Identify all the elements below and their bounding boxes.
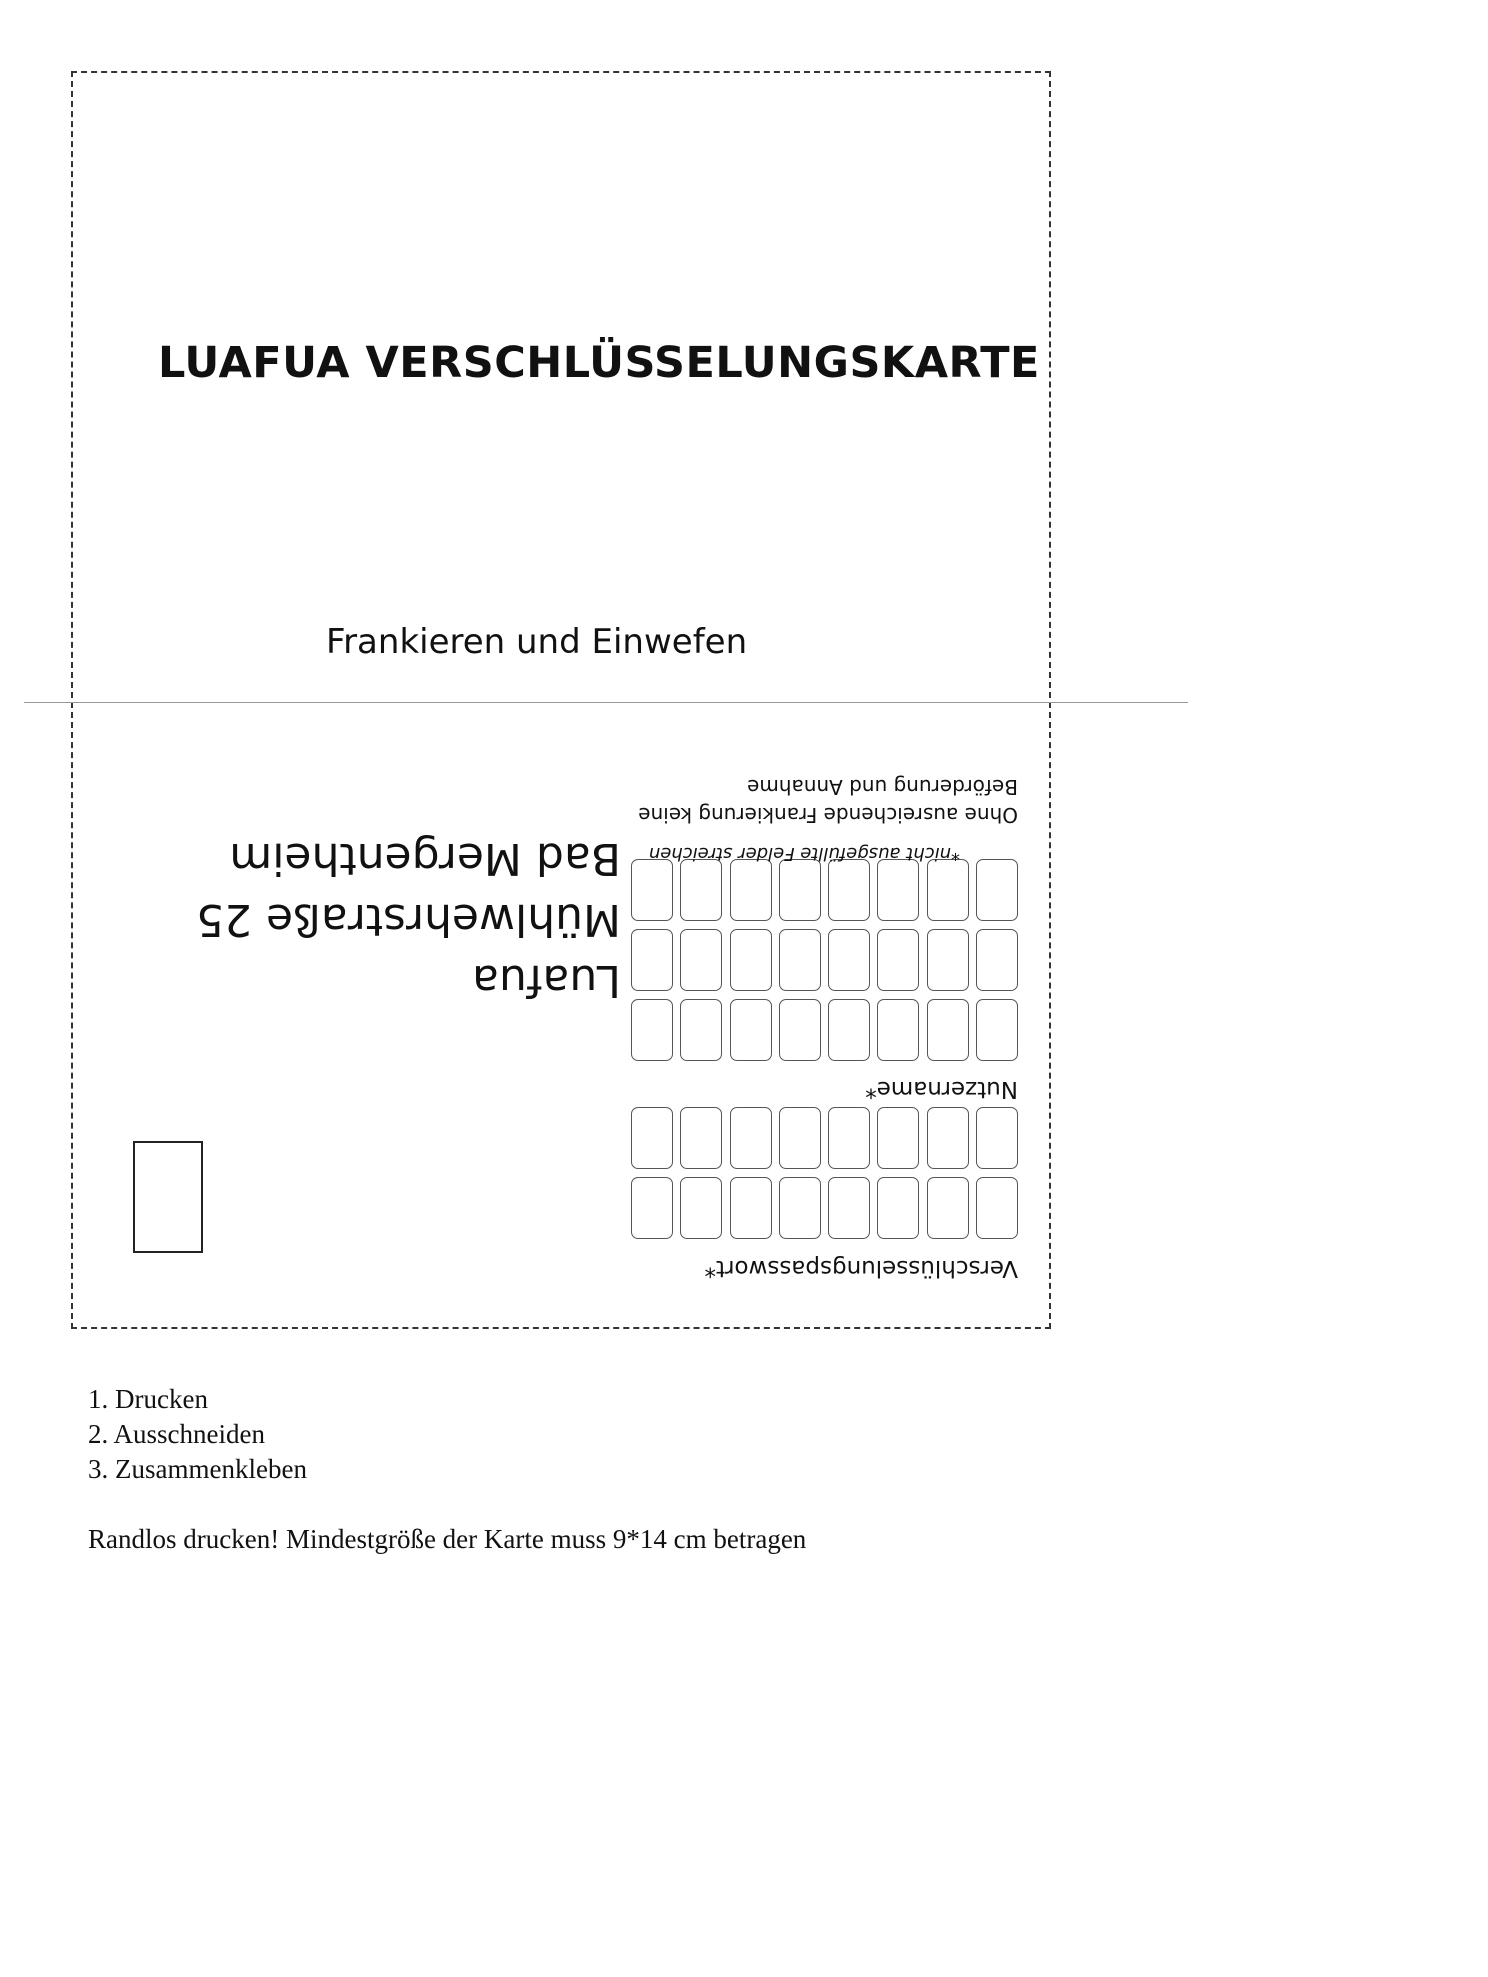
password-char-box <box>680 1107 722 1169</box>
password-char-box <box>828 1107 870 1169</box>
username-char-box <box>976 929 1018 991</box>
password-char-box <box>877 1107 919 1169</box>
username-char-box <box>680 859 722 921</box>
password-char-box <box>976 1177 1018 1239</box>
password-char-box <box>976 1107 1018 1169</box>
instruction-item: 3. Zusammenkleben <box>88 1454 307 1484</box>
username-char-box <box>631 859 673 921</box>
address-line: Mühlwehrstraße 25 <box>196 894 621 945</box>
password-char-box <box>779 1107 821 1169</box>
card-back-side <box>71 702 1051 1329</box>
address-line: Bad Mergentheim <box>229 833 621 884</box>
instruction-item: 2. Ausschneiden <box>88 1419 265 1449</box>
username-char-box <box>828 999 870 1061</box>
username-char-box <box>730 929 772 991</box>
password-char-box <box>631 1177 673 1239</box>
print-note: Randlos drucken! Mindestgröße der Karte muss 9*14 cm betragen <box>88 1524 807 1554</box>
username-grid <box>631 859 1018 1061</box>
username-char-box <box>927 999 969 1061</box>
card-subtitle: Frankieren und Einwefen <box>326 622 748 662</box>
username-char-box <box>779 929 821 991</box>
username-char-box <box>927 859 969 921</box>
username-char-box <box>730 999 772 1061</box>
card-title: LUAFUA VERSCHLÜSSELUNGSKARTE <box>158 338 1040 388</box>
postage-note-line: Ohne ausreichende Frankierung keine <box>638 803 1018 827</box>
password-char-box <box>730 1107 772 1169</box>
username-char-box <box>976 859 1018 921</box>
username-char-box <box>976 999 1018 1061</box>
username-char-box <box>927 929 969 991</box>
password-char-box <box>927 1107 969 1169</box>
username-char-box <box>828 929 870 991</box>
username-char-box <box>631 929 673 991</box>
postage-note-line: Beförderung und Annahme <box>747 775 1018 799</box>
username-char-box <box>779 859 821 921</box>
address-block <box>196 828 621 1011</box>
instructions-list <box>88 1382 307 1487</box>
username-label: Nutzername* <box>865 1076 1018 1102</box>
username-char-box <box>779 999 821 1061</box>
address-line: Luafua <box>472 955 621 1006</box>
username-char-box <box>730 859 772 921</box>
stamp-box <box>133 1141 203 1253</box>
instruction-item: 1. Drucken <box>88 1384 208 1414</box>
password-label: Verschlüsselungspasswort* <box>704 1255 1018 1281</box>
username-char-box <box>680 999 722 1061</box>
password-char-box <box>631 1107 673 1169</box>
password-char-box <box>680 1177 722 1239</box>
username-char-box <box>631 999 673 1061</box>
fill-note: *nicht ausgefüllte Felder streichen <box>648 843 960 864</box>
password-grid <box>631 1107 1018 1239</box>
username-char-box <box>877 999 919 1061</box>
username-char-box <box>680 929 722 991</box>
username-char-box <box>877 859 919 921</box>
password-char-box <box>828 1177 870 1239</box>
postage-note <box>638 773 1018 829</box>
password-char-box <box>779 1177 821 1239</box>
password-char-box <box>730 1177 772 1239</box>
password-char-box <box>877 1177 919 1239</box>
username-char-box <box>877 929 919 991</box>
username-char-box <box>828 859 870 921</box>
password-char-box <box>927 1177 969 1239</box>
